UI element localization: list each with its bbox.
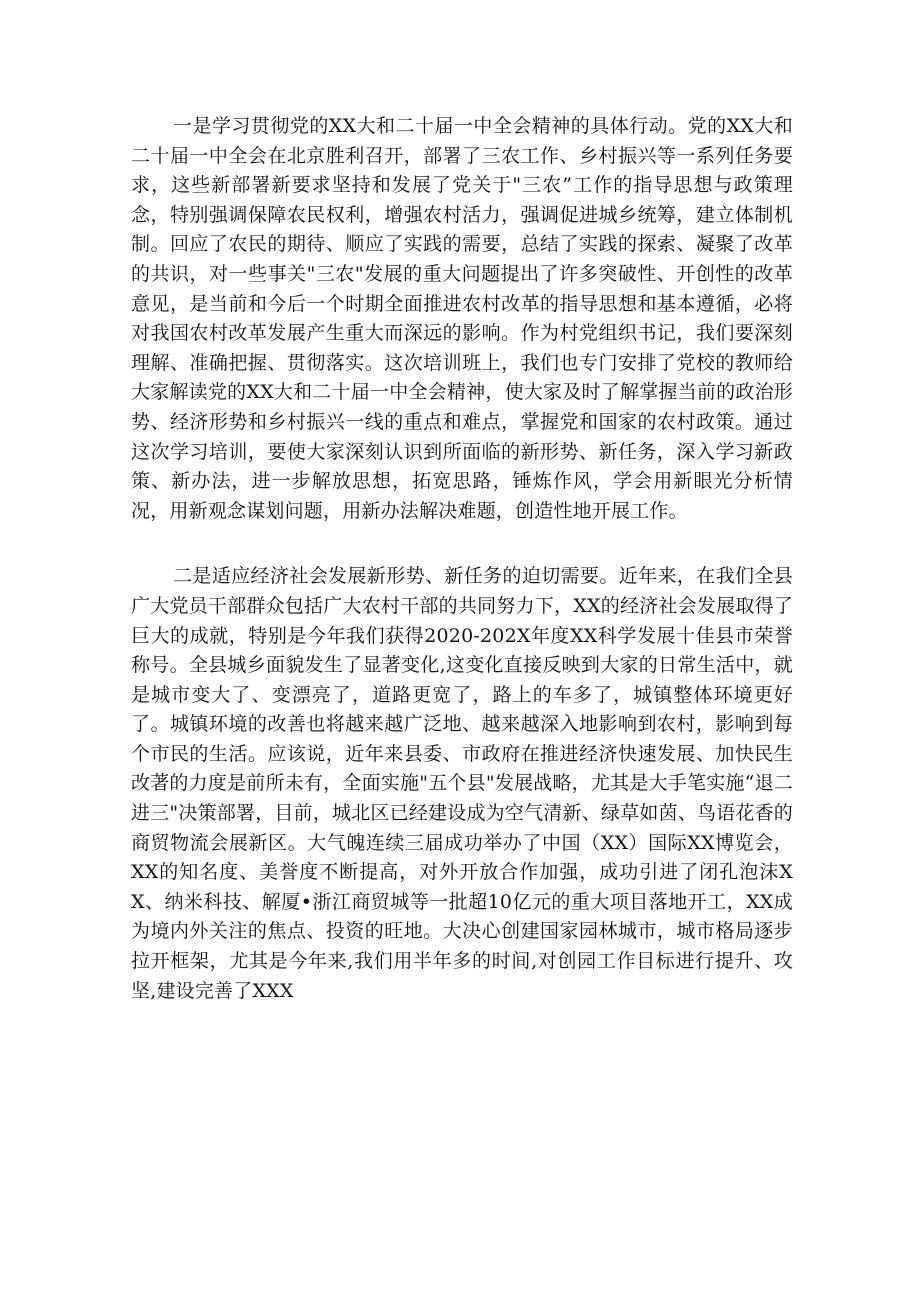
paragraph-1: 一是学习贯彻党的XX大和二十届一中全会精神的具体行动。党的XX大和二十届一中全会在北京胜利召开，部署了三农工作、乡村振兴等一系列任务要求，这些新部署新要求坚持和发展了党关于"三农”工作的指导思想与政策理念，特别强调保障农民权利，增强农村活力，强调促进城乡统筹，建立体制机制。回应了农民的期待、顺应了实践的需要，总结了实践的探索、凝聚了改革的共识，对一些事关"三农"发展的重大问题提出了许多突破性、开创性的改革意见，是当前和今后一个时期全面推进农村改革的指导思想和基本遵循，必将对我国农村改革发展产生重大而深远的影响。作为村党组织书记，我们要深刻理解、准确把握、贯彻落实。这次培训班上，我们也专门安排了党校的教师给大家解读党的XX大和二十届一中全会精神，使大家及时了解掌握当前的政治形势、经济形势和乡村振兴一线的重点和难点，掌握党和国家的农村政策。通过这次学习培训，要使大家深刻认识到所面临的新形势、新任务，深入学习新政策、新办法，进一步解放思想，拓宽思路，锤炼作风，学会用新眼光分析情况，用新观念谋划问题，用新办法解决难题，创造性地开展工作。 — [131, 115, 793, 522]
document-body — [131, 112, 793, 1006]
paragraph-2: 二是适应经济社会发展新形势、新任务的迫切需要。近年来，在我们全县广大党员干部群众包括广大农村干部的共同努力下，XX的经济社会发展取得了巨大的成就，特别是今年我们获得2020-202X年度XX科学发展十佳县市荣誉称号。全县城乡面貌发生了显著变化,这变化直接反映到大家的日常生活中，就是城市变大了、变漂亮了，道路更宽了，路上的车多了，城镇整体环境更好了。城镇环境的改善也将越来越广泛地、越来越深入地影响到农村，影响到每个市民的生活。应该说，近年来县委、市政府在推进经济快速发展、加快民生改著的力度是前所未有，全面实施"五个县"发展战略，尤其是大手笔实施“退二进三"决策部署，目前，城北区已经建设成为空气清新、绿草如茵、鸟语花香的商贸物流会展新区。大气魄连续三届成功举办了中国（XX）国际XX博览会，XX的知名度、美誉度不断提高，对外开放合作加强，成功引进了闭孔泡沫XX、纳米科技、解厦•浙江商贸城等一批超10亿元的重大项目落地开工，XX成为境内外关注的焦点、投资的旺地。大决心创建国家园林城市，城市格局逐步拉开框架，尤其是今年来,我们用半年多的时间,对创园工作目标进行提升、攻坚,建设完善了XXX — [131, 565, 793, 1002]
